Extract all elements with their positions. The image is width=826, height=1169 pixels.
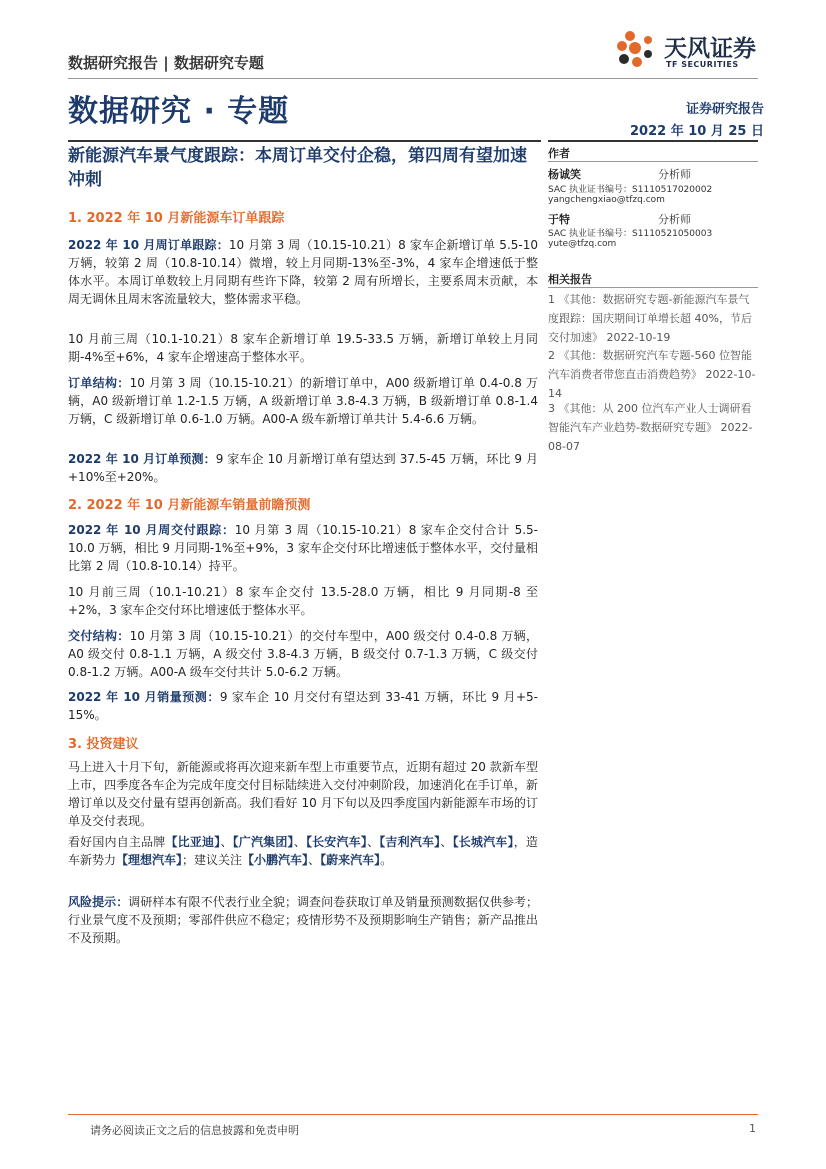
paragraph-sales-forecast — [68, 688, 538, 724]
separator: 、 — [367, 835, 380, 849]
lead-label: 风险提示： — [68, 895, 129, 909]
paragraph-three-weeks-delivery: 10 月前三周（10.1-10.21）8 家车企交付 13.5-28.0 万辆，相比 9 月同期-8 至+2%，3 家车企交付环比增速低于整体水平。 — [68, 585, 538, 617]
paragraph-risk-warning — [68, 893, 538, 947]
paragraph-text: ；建议关注 — [182, 853, 243, 867]
separator: 、 — [293, 835, 306, 849]
report-category-title: 数据研究 · 专题 — [68, 94, 290, 129]
paragraph-text: 10 月第 3 周（10.15-10.21）8 家车企新增订单 5.5-10 万辆，较第 2 周（10.8-10.14）微增，较上月同期-13%至-3%，4 家车企增速低于整体水平。本周订单数较上月同期有些许下降，较第 2 周有所增长，主要系周末贡献，本周无调休且周末客流量较大，整体需求平稳。 — [68, 238, 538, 306]
section-heading-3: 3. 投资建议 — [68, 737, 139, 752]
header-divider — [68, 78, 758, 79]
paragraph-text: 10 月第 3 周（10.15-10.21）8 家车企交付合计 5.5-10.0 万辆，相比 9 月同期-1%至+9%，3 家车企交付环比增速低于整体水平，交付量相比第 2 周（10.8-10.14）持平。 — [68, 523, 538, 573]
author-email[interactable]: yangchengxiao@tfzq.com — [548, 195, 665, 205]
separator: 、 — [220, 835, 233, 849]
paragraph-three-weeks-orders: 10 月前三周（10.1-10.21）8 家车企新增订单 19.5-33.5 万辆，新增订单较上月同期-4%至+6%，4 家车企增速高于整体水平。 — [68, 332, 538, 364]
footer-divider — [68, 1114, 758, 1115]
lead-label: 交付结构： — [68, 629, 130, 643]
paragraph-text: 10 月第 3 周（10.15-10.21）的交付车型中，A00 级交付 0.4-0.8 万辆，A0 级交付 0.8-1.1 万辆，A 级交付 3.8-4.3 万辆，B 级交付 0.7-1.3 万辆，C 级交付 0.8-1.2 万辆。A00-A 级车交付共计 5.0-6.2 万辆。 — [68, 629, 538, 679]
paragraph-weekly-orders — [68, 236, 538, 308]
report-series: 数据研究报告 | 数据研究专题 — [68, 54, 264, 72]
stock-name: 【蔚来汽车】 — [320, 853, 381, 867]
paragraph-order-forecast — [68, 450, 538, 486]
author-role: 分析师 — [658, 168, 691, 181]
paragraph-delivery-structure — [68, 627, 538, 681]
stock-name: 【广汽集团】 — [232, 835, 294, 849]
related-reports-heading: 相关报告 — [548, 273, 592, 286]
paragraph-text: 10 月第 3 周（10.15-10.21）的新增订单中，A00 级新增订单 0.4-0.8 万辆，A0 级新增订单 1.2-1.5 万辆，A 级新增订单 3.8-4.3 万辆，B 级新增订单 0.8-1.4 万辆，C 级新增订单 0.6-1.0 万辆。A00-A 级车新增订单共计 5.4-6.6 万辆。 — [68, 376, 538, 426]
paragraph-text: 调研样本有限不代表行业全貌；调查问卷获取订单及销量预测数据仅供参考；行业景气度不及预期；零部件供应不稳定；疫情形势不及预期影响生产销售；新产品推出不及预期。 — [68, 895, 538, 945]
lead-label: 订单结构： — [68, 376, 130, 390]
report-title: 新能源汽车景气度跟踪：本周订单交付企稳，第四周有望加速冲刺 — [68, 146, 527, 190]
author-email[interactable]: yute@tfzq.com — [548, 239, 617, 249]
author-name: 杨诚笑 — [548, 168, 581, 181]
separator: 、 — [308, 853, 321, 867]
authors-divider — [548, 161, 758, 162]
stock-name: 【长安汽车】 — [305, 835, 368, 849]
paragraph-text: 看好国内自主品牌 — [68, 835, 166, 849]
stock-name: 【比亚迪】 — [165, 835, 221, 849]
related-divider — [548, 287, 758, 288]
stock-name: 【理想汽车】 — [116, 853, 183, 867]
related-report-item[interactable]: 2 《其他：数据研究汽车专题-560 位智能汽车消费者带您直击消费趋势》 2022-10-14 — [548, 349, 756, 400]
related-report-item[interactable]: 1 《其他：数据研究专题-新能源汽车景气度跟踪：国庆期间订单增长超 40%，节后交付加速》 2022-10-19 — [548, 293, 752, 344]
related-report-item[interactable]: 3 《其他：从 200 位汽车产业人士调研看智能汽车产业趋势-数据研究专题》 2022-08-07 — [548, 402, 753, 453]
paragraph-text: ，造车新势力 — [68, 835, 538, 867]
report-type: 证券研究报告 — [685, 102, 764, 117]
lead-label: 2022 年 10 月销量预测： — [68, 690, 220, 704]
separator: 、 — [440, 835, 453, 849]
section-heading-1: 1. 2022 年 10 月新能源车订单跟踪 — [68, 211, 285, 226]
paragraph-outlook: 马上进入十月下旬，新能源或将再次迎来新车型上市重要节点，近期有超过 20 款新车型上市，四季度各车企为完成年度交付目标陆续进入交付冲刺阶段，加速消化在手订单，新增订单以及交付量有望再创新高。我们看好 10 月下旬以及四季度国内新能源车市场的订单及交付表现。 — [68, 760, 538, 828]
paragraph-text: 9 家车企 10 月交付有望达到 33-41 万辆，环比 9 月+5-15%。 — [68, 690, 538, 722]
report-date: 2022 年 10 月 25 日 — [630, 124, 764, 139]
author-cert: SAC 执业证书编号：S1110517020002 — [548, 185, 713, 195]
author-cert: SAC 执业证书编号：S1110521050003 — [548, 229, 713, 239]
footer-disclaimer: 请务必阅读正文之后的信息披露和免责申明 — [90, 1124, 299, 1137]
paragraph-text: 。 — [380, 853, 393, 867]
lead-label: 2022 年 10 月订单预测： — [68, 452, 216, 466]
paragraph-text: 9 家车企 10 月新增订单有望达到 37.5-45 万辆，环比 9 月+10%至+20%。 — [68, 452, 538, 484]
authors-heading: 作者 — [548, 147, 570, 160]
stock-name: 【长城汽车】 — [452, 835, 514, 849]
side-rule — [548, 140, 758, 142]
main-rule — [68, 140, 541, 142]
stock-name: 【吉利汽车】 — [379, 835, 441, 849]
logo-brand-name-en: TF SECURITIES — [666, 60, 739, 69]
section-heading-2: 2. 2022 年 10 月新能源车销量前瞻预测 — [68, 498, 311, 513]
lead-label: 2022 年 10 月周订单跟踪： — [68, 238, 229, 252]
logo-brand-name: 天风证券 — [664, 36, 756, 62]
page-number: 1 — [749, 1122, 756, 1135]
paragraph-weekly-delivery — [68, 521, 538, 575]
lead-label: 2022 年 10 月周交付跟踪： — [68, 523, 235, 537]
paragraph-recommendations — [68, 833, 538, 869]
author-name: 于特 — [548, 213, 570, 226]
paragraph-order-structure — [68, 374, 538, 428]
stock-name: 【小鹏汽车】 — [242, 853, 309, 867]
author-role: 分析师 — [658, 213, 691, 226]
